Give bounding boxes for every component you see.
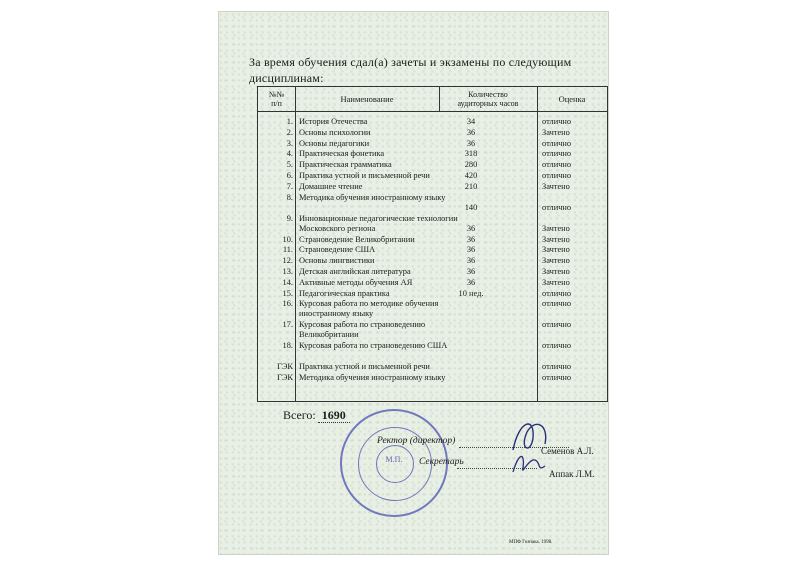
row-grade: Зачтено <box>542 223 570 233</box>
row-hours: 10 нед. <box>458 288 484 298</box>
row-grade: отлично <box>542 117 572 126</box>
total-label: Всего: <box>283 408 316 422</box>
row-number: ГЭК <box>277 362 293 372</box>
header-num: №№ п/п <box>268 90 285 108</box>
row-number: 13. <box>282 267 293 276</box>
row-grade: отлично <box>542 160 572 170</box>
row-grade: Зачтено <box>542 256 570 266</box>
row-hours: 36 <box>466 245 476 255</box>
row-discipline: Методика обучения иностранному языку <box>299 373 446 383</box>
secretary-name: Аппак Л.М. <box>549 469 595 479</box>
row-number: 17. <box>282 320 293 330</box>
row-number: 1. <box>286 117 293 126</box>
row-grade: отлично <box>542 149 572 159</box>
table-header <box>258 87 607 112</box>
row-discipline: Активные методы обучения АЯ <box>299 277 413 287</box>
row-number: 15. <box>282 288 293 298</box>
row-number: 5. <box>286 160 293 170</box>
row-discipline: История Отечества <box>299 117 368 126</box>
row-hours: 280 <box>464 160 478 170</box>
row-discipline: Основы лингвистики <box>299 256 375 266</box>
row-grade: Зачтено <box>542 277 570 287</box>
row-number: 10. <box>282 234 293 244</box>
printer-footnote: МПФ Гознака. 1998. <box>509 540 553 545</box>
column-divider <box>295 87 296 401</box>
row-hours: 140 <box>464 202 478 212</box>
row-number: ГЭК <box>277 373 293 383</box>
row-discipline: Курсовая работа по страноведению Великобритании <box>299 320 426 340</box>
row-discipline: Практика устной и письменной речи <box>299 171 430 180</box>
row-number: 8. <box>286 192 293 202</box>
row-discipline: Курсовая работа по страноведению США <box>299 341 448 351</box>
row-hours: 36 <box>466 267 476 276</box>
row-number: 12. <box>282 256 293 266</box>
header-name: Наименование <box>340 93 394 104</box>
row-number: 14. <box>282 277 293 287</box>
grades-table <box>257 86 608 402</box>
row-number: 3. <box>286 138 293 148</box>
row-grade: отлично <box>542 362 572 372</box>
row-number: 11. <box>282 245 293 255</box>
row-grade: отлично <box>542 320 572 330</box>
row-number: 16. <box>282 299 293 309</box>
row-hours: 36 <box>466 256 476 266</box>
row-grade: отлично <box>542 138 572 148</box>
row-discipline: Домашнее чтение <box>299 181 363 191</box>
row-discipline: Инновационные педагогические технологии Московского региона <box>299 213 458 233</box>
row-hours: 318 <box>464 149 478 159</box>
row-hours: 36 <box>466 223 476 233</box>
row-number: 7. <box>286 181 293 191</box>
secretary-signature <box>509 448 549 478</box>
row-hours: 36 <box>466 138 476 148</box>
row-hours: 34 <box>466 117 476 126</box>
header-grade: Оценка <box>558 93 586 104</box>
row-grade: отлично <box>542 202 572 212</box>
row-grade: Зачтено <box>542 245 570 255</box>
row-grade: Зачтено <box>542 127 570 137</box>
row-grade: отлично <box>542 341 572 351</box>
row-hours: 36 <box>466 234 476 244</box>
row-grade: Зачтено <box>542 267 570 276</box>
row-hours: 36 <box>466 277 476 287</box>
seal-mp-text: М.П. <box>385 455 403 464</box>
row-grade: отлично <box>542 288 572 298</box>
row-hours: 420 <box>464 171 478 180</box>
row-grade: Зачтено <box>542 181 570 191</box>
row-discipline: Практика устной и письменной речи <box>299 362 430 372</box>
row-number: 18. <box>282 341 293 351</box>
row-discipline: Практическая фонетика <box>299 149 385 159</box>
row-hours: 36 <box>466 127 476 137</box>
row-number: 4. <box>286 149 293 159</box>
row-grade: отлично <box>542 373 572 383</box>
total-hours <box>283 408 350 423</box>
row-discipline: Страноведение США <box>299 245 376 255</box>
row-number: 6. <box>286 171 293 180</box>
rector-label: Ректор (директор) <box>377 436 456 446</box>
column-divider <box>439 87 440 111</box>
secretary-label: Секретарь <box>419 457 464 467</box>
intro-text: За время обучения сдал(а) зачеты и экзамены по следующим дисциплинам: <box>249 55 572 85</box>
total-value: 1690 <box>318 408 350 423</box>
header-hours: Количество аудиторных часов <box>457 90 519 108</box>
row-number: 9. <box>286 213 293 223</box>
seal-emblem <box>376 445 414 483</box>
row-discipline: Педагогическая практика <box>299 288 390 298</box>
row-grade: отлично <box>542 171 572 180</box>
row-hours: 210 <box>464 181 478 191</box>
column-divider <box>537 87 538 401</box>
diploma-supplement-page <box>219 12 608 554</box>
row-grade: отлично <box>542 299 572 309</box>
row-discipline: Методика обучения иностранному языку <box>299 192 446 202</box>
row-number: 2. <box>286 127 293 137</box>
row-discipline: Основы педагогики <box>299 138 370 148</box>
row-grade: Зачтено <box>542 234 570 244</box>
row-discipline: Страноведение Великобритании <box>299 234 415 244</box>
row-discipline: Основы психологии <box>299 127 371 137</box>
row-discipline: Детская английская литература <box>299 267 411 276</box>
row-discipline: Курсовая работа по методике обучения иностранному языку <box>299 299 439 319</box>
rector-name: Семенов А.Л. <box>541 446 594 456</box>
row-discipline: Практическая грамматика <box>299 160 392 170</box>
